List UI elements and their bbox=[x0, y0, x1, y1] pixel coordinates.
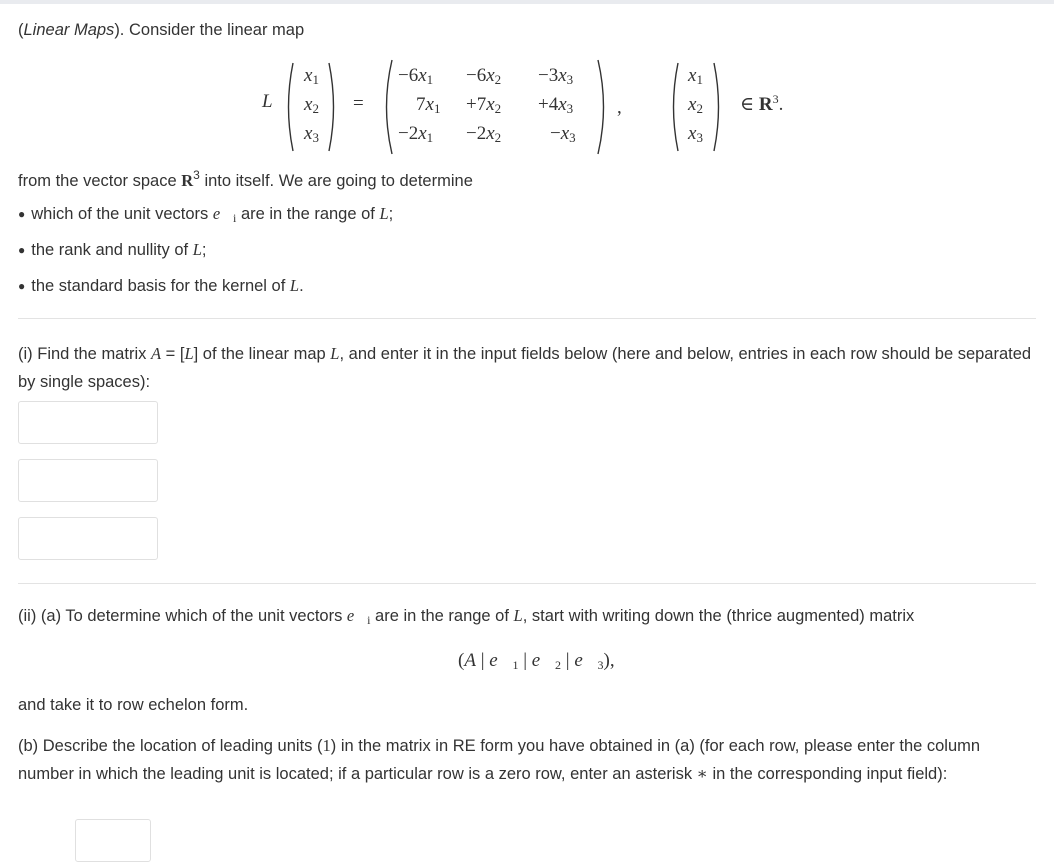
domain-set: ∈ $R^3$. bbox=[740, 92, 784, 115]
input-x2: $x_2$ bbox=[304, 94, 319, 116]
right-paren-input bbox=[327, 61, 339, 153]
matrix-r1c2: $-6x_2$ bbox=[466, 65, 502, 87]
map-name: L bbox=[262, 91, 273, 112]
bullet-kernel-basis: ● the standard basis for the kernel of L. bbox=[18, 276, 304, 295]
matrix-r2c2: $+7x_2$ bbox=[466, 94, 502, 116]
right-paren-matrix bbox=[596, 58, 610, 156]
matrix-r2c1: $7x_1$ bbox=[416, 94, 441, 116]
part-ii-a-instructions: (ii) (a) To determine which of the unit vectors $e⃗_i$ are in the range of L, start with writing down the (thrice augmented) matrix bbox=[18, 606, 915, 627]
matrix-r3c2: $-2x_2$ bbox=[466, 123, 502, 145]
matrix-r2c3: $+4x_3$ bbox=[538, 94, 574, 116]
input-x1: $x_1$ bbox=[304, 65, 319, 87]
matrix-row-1-input[interactable] bbox=[18, 401, 158, 444]
matrix-r1c1: $-6x_1$ bbox=[398, 65, 434, 87]
matrix-row-2-input[interactable] bbox=[18, 459, 158, 502]
matrix-row-3-input[interactable] bbox=[18, 517, 158, 560]
equals-sign: = bbox=[353, 93, 364, 114]
left-paren-vector bbox=[668, 61, 680, 153]
augmented-matrix: (A | $e⃗_1$ | $e⃗_2$ | $e⃗_3$), bbox=[458, 650, 615, 672]
intro-text: from the vector space $R^3$ into itself. We are going to determine bbox=[18, 168, 473, 190]
matrix-r3c3: $-x_3$ bbox=[550, 123, 576, 145]
heading-italic: Linear Maps bbox=[23, 21, 115, 39]
vector-x1: $x_1$ bbox=[688, 65, 703, 87]
input-x3: $x_3$ bbox=[304, 123, 319, 145]
section-divider-2 bbox=[18, 583, 1036, 584]
right-paren-vector bbox=[712, 61, 724, 153]
comma: , bbox=[617, 97, 622, 118]
left-paren-input bbox=[283, 61, 295, 153]
part-i-instructions: (i) Find the matrix A = [L] of the linear map L, and enter it in the input fields below (here and below, entries in each row should be separated by single spaces): bbox=[18, 344, 1032, 391]
matrix-r3c1: $-2x_1$ bbox=[398, 123, 434, 145]
vector-x3: $x_3$ bbox=[688, 123, 703, 145]
left-paren-matrix bbox=[380, 58, 394, 156]
part-ii-b-instructions: (b) Describe the location of leading units (1) in the matrix in RE form you have obtained in (a) (for each row, please enter the column number in which the leading unit is located; if a particular row is a zero row, enter an asterisk ∗ in the corresponding input field): bbox=[18, 736, 981, 783]
vector-x2: $x_2$ bbox=[688, 94, 703, 116]
bullet-range: ● which of the unit vectors $e⃗_i$ are in the range of L; bbox=[18, 204, 394, 225]
matrix-r1c3: $-3x_3$ bbox=[538, 65, 574, 87]
row-echelon-text: and take it to row echelon form. bbox=[18, 696, 249, 714]
leading-unit-row-1-input[interactable] bbox=[75, 819, 151, 862]
top-bar bbox=[0, 0, 1054, 4]
section-divider-1 bbox=[18, 318, 1036, 319]
bullet-rank-nullity: ● the rank and nullity of L; bbox=[18, 240, 207, 259]
problem-heading: (Linear Maps). Consider the linear map bbox=[18, 21, 305, 39]
